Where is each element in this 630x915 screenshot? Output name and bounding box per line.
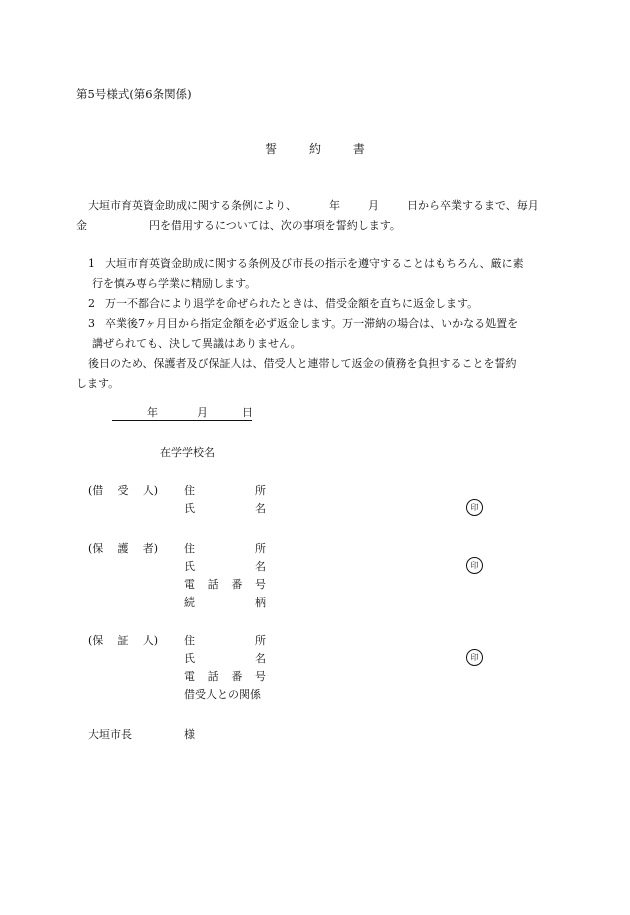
school-name-label: 在学学校名 [160,446,215,459]
intro-text-c: 円を借用するについては、次の事項を誓約します。 [149,219,401,232]
intro-text-a: 大垣市育英資金助成に関する条例により、 [88,199,297,212]
guarantor-label [88,632,158,648]
item-2-number: 2 [88,297,95,310]
guarantor-address-2: 所 [255,634,266,647]
date-year: 年 [147,406,158,419]
guardian-address-2: 所 [255,542,266,555]
addressee-name: 大垣市長 [88,728,132,741]
guardian-seal-icon: 印 [466,557,483,574]
item-1-line-2: 行を慎み専ら学業に精励します。 [92,277,257,290]
intro-kin: 金 [76,219,87,232]
guarantor-phone-4: 号 [254,670,266,683]
guardian-label [88,540,158,556]
item-3-line-1: 卒業後7ヶ月目から指定金額を必ず返金します。万一滞納の場合は、いかなる処置を [105,317,519,330]
guardian-address-1: 住 [184,542,195,555]
intro-line-1 [88,196,539,216]
guardian-relation-label [184,594,266,610]
intro-text-b: 日から卒業するまで、毎月 [407,199,539,212]
title-char-1: 誓 [265,142,278,156]
guardian-name-label [184,558,266,574]
item-2-line-1: 万一不都合により退学を命ぜられたときは、借受金額を直ちに返金します。 [105,297,479,310]
borrower-address-1: 住 [184,484,195,497]
item-1-number: 1 [88,257,95,270]
guarantor-seal-icon: 印 [466,649,483,666]
guardian-phone-1: 電 [184,578,195,591]
guardian-phone-2: 話 [207,578,219,591]
guardian-name-1: 氏 [184,560,195,573]
guardian-address-label [184,540,266,556]
document-title [0,140,630,157]
guarantor-phone-1: 電 [184,670,195,683]
guarantor-name-label [184,650,266,666]
date-day: 日 [242,406,253,419]
guarantor-phone-3: 番 [231,670,243,683]
date-month: 月 [197,406,208,419]
title-char-2: 約 [308,142,321,156]
guarantor-label-2: 証 [117,634,129,647]
borrower-address-label [184,482,266,498]
guarantor-label-1: (保 [88,634,104,647]
guarantor-phone-label [184,668,266,684]
guardian-label-3: 者) [142,542,158,555]
borrower-address-2: 所 [255,484,266,497]
item-3-number: 3 [88,317,95,330]
date-line [112,404,252,421]
borrower-name-1: 氏 [184,502,195,515]
guardian-relation-2: 柄 [255,596,266,609]
title-char-3: 書 [352,142,365,156]
guardian-relation-1: 続 [184,596,195,609]
guarantor-address-1: 住 [184,634,195,647]
borrower-seal-icon: 印 [466,499,483,516]
borrower-name-label [184,500,266,516]
guarantor-name-1: 氏 [184,652,195,665]
guardian-phone-4: 号 [254,578,266,591]
item-2 [88,294,478,314]
form-number: 第5号様式(第6条関係) [76,87,192,101]
guardian-name-2: 名 [255,560,266,573]
borrower-name-2: 名 [255,502,266,515]
guardian-phone-label [184,576,266,592]
guarantor-label-3: 人) [142,634,158,647]
intro-line-2 [76,216,401,236]
item-1 [88,254,524,274]
borrower-label-2: 受 [117,484,129,497]
intro-month: 月 [368,199,379,212]
closing-line-2: します。 [76,377,120,390]
guarantor-relation-label: 借受人との関係 [184,688,261,701]
borrower-label [88,482,158,498]
guardian-phone-3: 番 [231,578,243,591]
borrower-label-3: 人) [142,484,158,497]
item-3 [88,314,518,334]
closing-line-1: 後日のため、保護者及び保証人は、借受人と連帯して返金の債務を負担することを誓約 [88,357,517,370]
guarantor-name-2: 名 [255,652,266,665]
addressee-honorific: 様 [184,728,195,741]
guardian-label-1: (保 [88,542,104,555]
guarantor-address-label [184,632,266,648]
guardian-label-2: 護 [117,542,129,555]
guarantor-phone-2: 話 [207,670,219,683]
item-3-line-2: 講ぜられても、決して異議はありません。 [92,337,302,350]
borrower-label-1: (借 [88,484,104,497]
item-1-line-1: 大垣市育英資金助成に関する条例及び市長の指示を遵守することはもちろん、厳に素 [105,257,524,270]
intro-year: 年 [329,199,340,212]
